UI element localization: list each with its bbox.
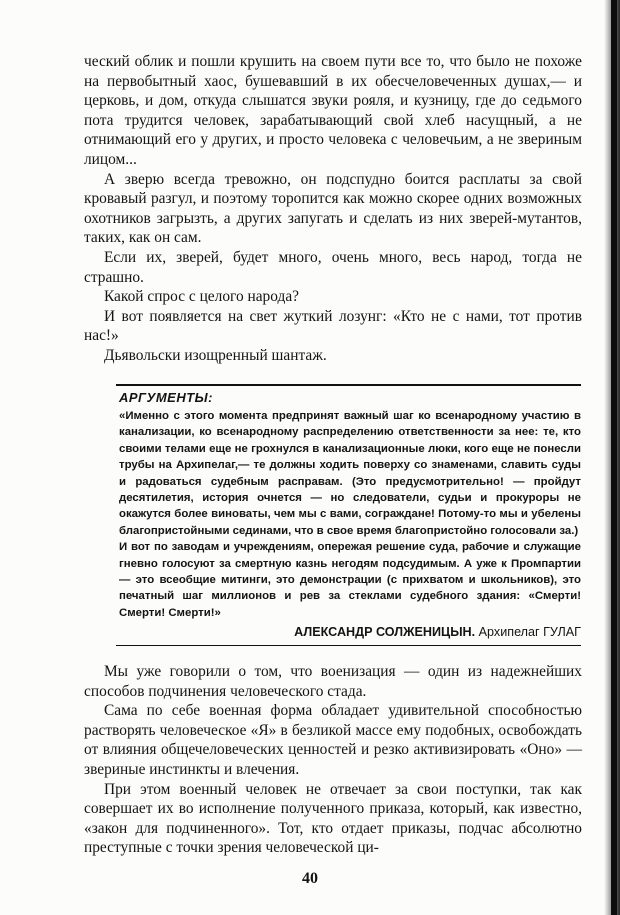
paragraph: При этом военный человек не отвечает за свои поступки, так как совершает их во исполнение полученного приказа, который, как известно, «закон для подчиненного». Тот, кто отдает приказы, подчас абсолютно преступные с точки зрения человеческой ци- bbox=[84, 780, 582, 857]
arguments-title: АРГУМЕНТЫ: bbox=[119, 390, 214, 405]
paragraph: Сама по себе военная форма обладает удивительной способностью растворять человеческое «Я» в безликой массе ему подобных, освобождать от влияния общечеловеческих ценностей и резко активизировать «Оно» — звериные инстинкты и влечения. bbox=[84, 702, 582, 778]
paragraph: Какой спрос с целого народа? bbox=[104, 288, 299, 306]
page-edge bbox=[611, 0, 617, 915]
box-top-rule bbox=[116, 384, 581, 386]
quote-paragraph: И вот по заводам и учреждениям, опережая решение суда, рабочие и служащие гневно голосуют за смертную казнь негодям подсудимым. А уже к Промпартии — это всеобщие митинги, это демонстрации (с прихватом и школьников), это печатный шаг миллионов и рев за стеклами судебного здания: «Смерти! Смерти! Смерти!» bbox=[119, 541, 581, 619]
paragraph: Мы уже говорили о том, что военизация — один из надежнейших способов подчинения человеческого стада. bbox=[84, 663, 582, 700]
paragraph: Если их, зверей, будет много, очень много, весь народ, тогда не страшно. bbox=[84, 248, 582, 286]
paragraph: Дьявольски изощренный шантаж. bbox=[104, 346, 327, 364]
paragraph: ческий облик и пошли крушить на своем пути все то, что было не похоже на первобытный хаос, бушевавший в их обесчеловеченных душах,— и церковь, и дом, откуда слышатся звуки рояля, и кузницу, где до седьмого пота трудится человек, зарабатывающий свой хлеб насущный, а не отнимающий его у других, и просто человека с человечьим, а не звериным лицом... bbox=[84, 53, 582, 168]
top-text-column bbox=[84, 52, 582, 366]
paragraph: А зверю всегда тревожно, он подспудно боится расплаты за свой кровавый разгул, и поэтому торопится как можно скорее одних возможных охотников загрызть, а других запугать и сделать из них зверей-мутантов, таких, как он сам. bbox=[84, 170, 582, 247]
paragraph: И вот появляется на свет жуткий лозунг: «Кто не с нами, тот против нас!» bbox=[84, 307, 582, 345]
quote-source bbox=[116, 625, 581, 639]
quote-author: АЛЕКСАНДР СОЛЖЕНИЦЫН. bbox=[294, 625, 476, 640]
arguments-quote bbox=[119, 408, 581, 621]
quote-book: Архипелаг ГУЛАГ bbox=[478, 625, 581, 640]
arguments-box bbox=[116, 384, 581, 646]
page-number: 40 bbox=[302, 870, 318, 887]
bottom-text-column bbox=[84, 662, 582, 858]
quote-paragraph: «Именно с этого момента предпринят важный шаг ко всенародному участию в канализации, ко всенародному распределению ответственности за нее: те, кто своими телами еще не грохнулся в канализационные люки, кого еще не понесли трубы на Архипелаг,— те должны ходить поверху со знаменами, славить суды и радоваться судебным расправам. (Это предусмотрительно! — пройдут десятилетия, история очнется — но следователи, судьи и прокуроры не окажутся более виноваты, чем мы с вами, сограждане! Потому-то мы и убелены благопристойными сединами, что в свое время благопристойно голосовали за.) bbox=[119, 410, 581, 537]
box-bottom-rule bbox=[116, 645, 581, 646]
